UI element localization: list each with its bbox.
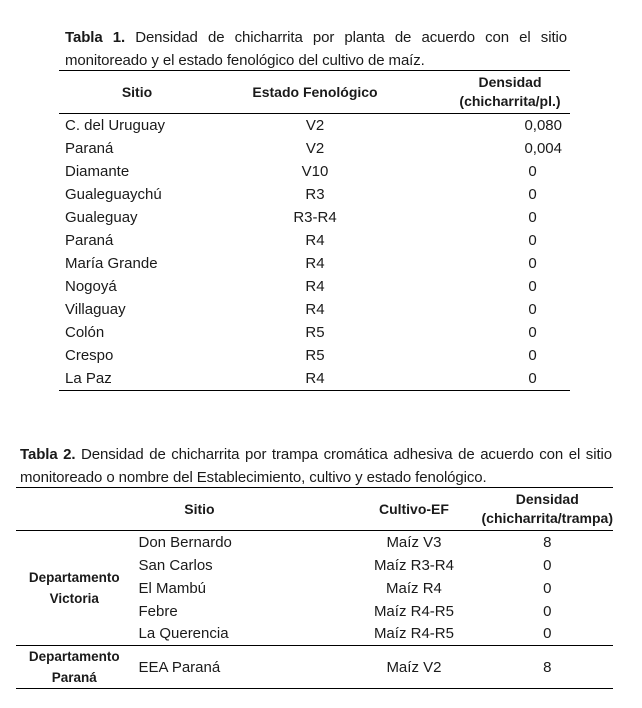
table2-cell-density: 0 [543, 602, 552, 620]
table1-caption-text: Densidad de chicharrita por planta de acuerdo con el sitio monitoreado y el estado fenológico del cultivo de maíz. [65, 29, 567, 69]
table1-header-site: Sitio [121, 83, 153, 100]
table1-cell-site: Crespo [65, 347, 114, 365]
table1-cell-site: Paraná [65, 232, 114, 250]
table2-body [16, 531, 613, 689]
table2-header-density-line1: Densidad [515, 491, 579, 507]
table1-cell-density: 0 [528, 185, 537, 203]
table2-cell-site: Febre [138, 602, 178, 620]
table2-department-line2: Victoria [49, 591, 99, 606]
table2-header-density-line2: (chicharrita/trampa) [481, 510, 613, 526]
table1-cell-site: Gualeguay [65, 208, 138, 226]
table1-cell-stage: R3 [305, 185, 325, 203]
table1-cell-site: La Paz [65, 370, 112, 388]
table2-cell-site: La Querencia [138, 625, 229, 643]
table2-cell-density: 0 [543, 625, 552, 643]
table2-cell-site: El Mambú [138, 579, 207, 597]
table1-row [59, 183, 570, 206]
table2 [16, 487, 613, 689]
table1-cell-site: Gualeguaychú [65, 185, 162, 203]
table2-cell-crop: Maíz R3-R4 [373, 556, 454, 574]
table1-cell-density: 0 [528, 232, 537, 250]
table1-cell-stage: R4 [305, 301, 325, 319]
table1-header-row [59, 71, 570, 114]
table1-cell-density: 0,004 [524, 139, 562, 157]
table1-row [59, 160, 570, 183]
table1-caption-label: Tabla 1. [65, 29, 126, 46]
table1-cell-density: 0 [528, 278, 537, 296]
table1-row [59, 298, 570, 321]
table1-cell-density: 0 [528, 208, 537, 226]
table1-header-density [415, 71, 570, 114]
table2-department-line1: Departamento [28, 570, 120, 585]
table1-cell-density: 0 [528, 162, 537, 180]
table1-cell-stage: V2 [305, 139, 325, 157]
table2-department-line2: Paraná [51, 670, 97, 685]
table1-cell-site: C. del Uruguay [65, 116, 166, 134]
table1-cell-stage: R5 [305, 347, 325, 365]
table2-cell-density: 0 [543, 556, 552, 574]
table1-row [59, 321, 570, 344]
table1-body [59, 114, 570, 391]
table2-cell-site: Don Bernardo [138, 533, 232, 551]
table1-cell-density: 0 [528, 301, 537, 319]
table1-cell-density: 0 [528, 255, 537, 273]
table2-cell-site: EEA Paraná [138, 658, 221, 676]
table2-cell-crop: Maíz R4-R5 [373, 602, 454, 620]
table2-header-department [16, 488, 132, 531]
table1-cell-stage: V10 [301, 162, 329, 180]
table2-row [16, 646, 613, 689]
table1-row [59, 137, 570, 160]
table2-cell-density: 8 [543, 533, 552, 551]
table2-department-line1: Departamento [28, 649, 120, 664]
table2-cell-density: 0 [543, 579, 552, 597]
table1 [59, 70, 570, 391]
table2-cell-crop: Maíz R4 [386, 579, 442, 597]
table2-cell-density: 8 [543, 658, 552, 676]
table1-cell-site: Paraná [65, 139, 114, 157]
table1-header-density-line1: Densidad [478, 74, 542, 90]
table1-row [59, 114, 570, 137]
table1-cell-stage: R5 [305, 324, 325, 342]
table1-cell-stage: R4 [305, 232, 325, 250]
table1-cell-density: 0 [528, 370, 537, 388]
table1-cell-stage: R4 [305, 370, 325, 388]
table1-row [59, 252, 570, 275]
table1-row [59, 368, 570, 391]
table1-cell-site: Villaguay [65, 301, 126, 319]
table1-cell-stage: R4 [305, 278, 325, 296]
table1-cell-site: María Grande [65, 255, 158, 273]
table2-caption-label: Tabla 2. [20, 446, 76, 463]
table1-row [59, 275, 570, 298]
table1-header-stage: Estado Fenológico [252, 83, 378, 100]
table2-header-site: Sitio [184, 500, 215, 517]
table2-cell-department [16, 646, 132, 689]
table1-row [59, 229, 570, 252]
table2-caption [20, 443, 612, 489]
table1-row [59, 206, 570, 229]
table2-cell-crop: Maíz R4-R5 [373, 625, 454, 643]
table2-header-density [482, 488, 613, 531]
table1-cell-stage: V2 [305, 116, 325, 134]
table1-caption [65, 26, 567, 72]
table2-cell-site: San Carlos [138, 556, 213, 574]
table1-cell-stage: R3-R4 [293, 208, 337, 226]
table2-header-crop: Cultivo-EF [378, 500, 449, 517]
table2-header-row [16, 488, 613, 531]
table1-cell-density: 0 [528, 347, 537, 365]
table1-cell-site: Diamante [65, 162, 130, 180]
table2-cell-crop: Maíz V3 [386, 533, 442, 551]
table2-caption-text: Densidad de chicharrita por trampa cromática adhesiva de acuerdo con el sitio monitoreado o nombre del Establecimiento, cultivo y estado fenológico. [20, 446, 612, 486]
table1-cell-site: Nogoyá [65, 278, 117, 296]
table2-cell-department [16, 531, 132, 646]
table2-row [16, 531, 613, 554]
table1-cell-density: 0,080 [524, 116, 562, 134]
table1-cell-site: Colón [65, 324, 105, 342]
table2-cell-crop: Maíz V2 [386, 658, 442, 676]
table1-header-density-line2: (chicharrita/pl.) [459, 93, 561, 109]
table1-cell-density: 0 [528, 324, 537, 342]
table1-row [59, 344, 570, 367]
table1-cell-stage: R4 [305, 255, 325, 273]
